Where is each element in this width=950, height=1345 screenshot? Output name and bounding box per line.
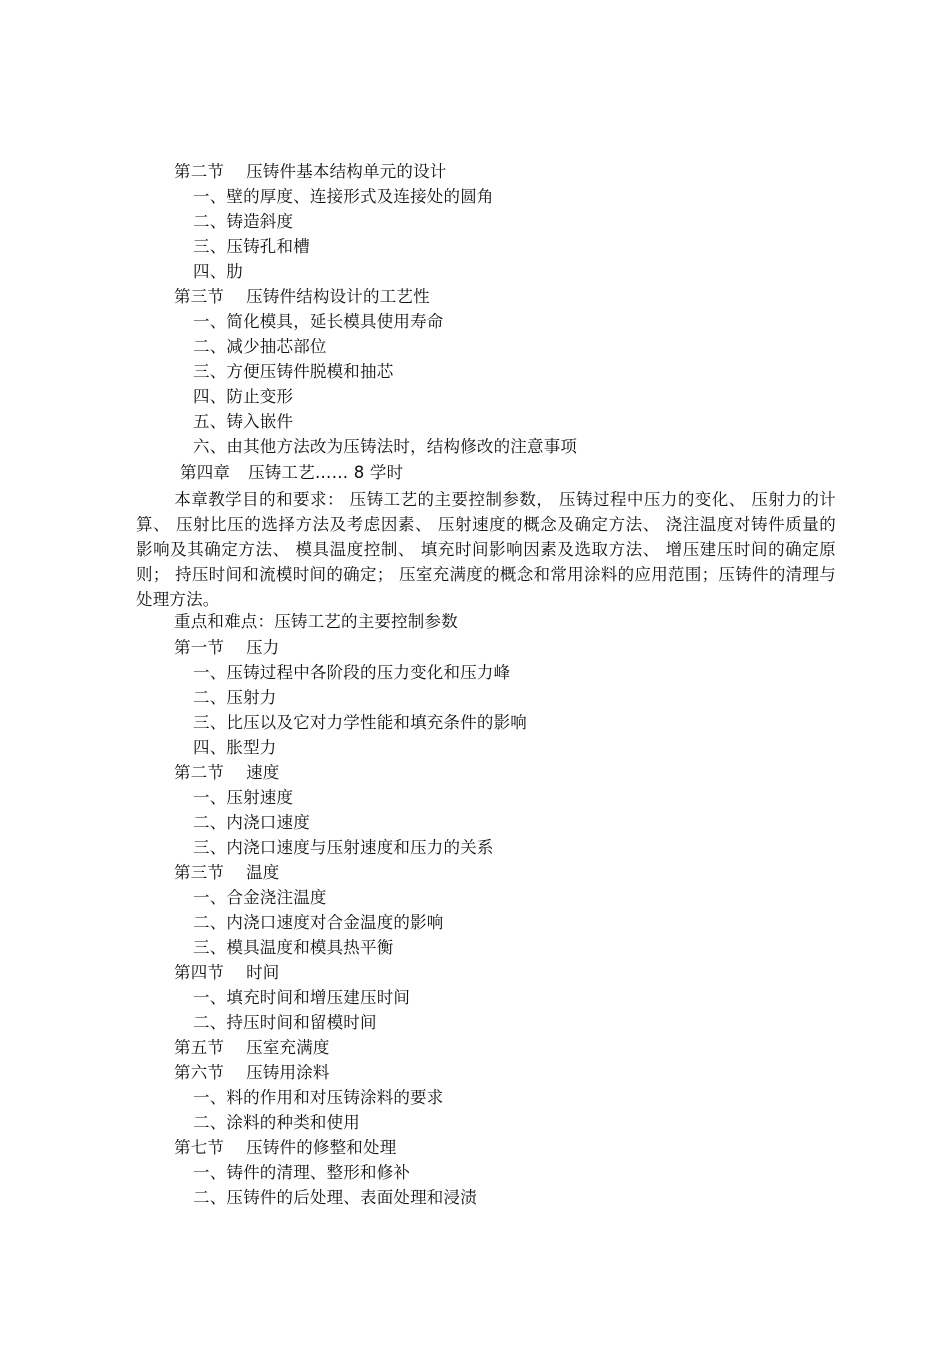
outline-item: 三、压铸孔和槽 [193,237,310,256]
section-number: 第二节 [174,162,225,181]
outline-item: 一、填充时间和增压建压时间 [193,988,411,1007]
chapter-heading [180,463,403,483]
chapter-number: 第四章 [180,463,231,482]
section-number: 第五节 [174,1038,225,1057]
outline-item: 二、内浇口速度 [193,813,310,832]
section-heading [174,763,280,783]
section-title: 时间 [246,963,280,982]
section-title: 压铸件结构设计的工艺性 [246,287,430,306]
section-title: 压铸用涂料 [246,1063,330,1082]
section-heading [174,287,430,307]
section-heading [174,1038,330,1058]
section-title: 压铸件基本结构单元的设计 [246,162,447,181]
outline-item: 三、模具温度和模具热平衡 [193,938,394,957]
section-heading [174,1138,396,1158]
section-number: 第二节 [174,763,225,782]
section-number: 第三节 [174,287,225,306]
objectives-text: 本章教学目的和要求： 压铸工艺的主要控制参数， 压铸过程中压力的变化、 压射力的计算、 压射比压的选择方法及考虑因素、 压射速度的概念及确定方法、 浇注温度对铸件质量的影响及其确定方法、 模具温度控制、 填充时间影响因素及选取方法、 增压建压时间的确定原则； 持压时间和流模时间的确定； 压室充满度的概念和常用涂料的应用范围；压铸件的清理与处理方法。 [136,490,836,609]
section-heading [174,863,280,883]
outline-item: 二、涂料的种类和使用 [193,1113,360,1132]
section-number: 第一节 [174,638,225,657]
section-number: 第三节 [174,863,225,882]
outline-item: 四、胀型力 [193,738,277,757]
section-number: 第七节 [174,1138,225,1157]
outline-item: 五、铸入嵌件 [193,412,294,431]
outline-item: 二、压铸件的后处理、表面处理和浸渍 [193,1188,477,1207]
section-title: 压室充满度 [246,1038,330,1057]
outline-item: 三、内浇口速度与压射速度和压力的关系 [193,838,494,857]
section-number: 第四节 [174,963,225,982]
outline-item: 一、壁的厚度、连接形式及连接处的圆角 [193,187,494,206]
outline-item: 二、铸造斜度 [193,212,294,231]
section-heading [174,963,280,983]
section-title: 压力 [246,638,280,657]
outline-item: 一、压射速度 [193,788,294,807]
chapter-title: 压铸工艺…… 8 学时 [248,463,404,482]
section-title: 压铸件的修整和处理 [246,1138,397,1157]
outline-item: 二、内浇口速度对合金温度的影响 [193,913,444,932]
outline-item: 六、由其他方法改为压铸法时，结构修改的注意事项 [193,437,578,456]
outline-item: 一、铸件的清理、整形和修补 [193,1163,411,1182]
outline-item: 一、简化模具，延长模具使用寿命 [193,312,444,331]
outline-item: 四、肋 [193,262,244,281]
outline-item: 二、压射力 [193,688,277,707]
objectives-paragraph [136,487,836,612]
section-heading [174,162,447,182]
outline-item: 一、料的作用和对压铸涂料的要求 [193,1088,444,1107]
outline-item: 三、比压以及它对力学性能和填充条件的影响 [193,713,527,732]
section-title: 温度 [246,863,280,882]
outline-item: 一、压铸过程中各阶段的压力变化和压力峰 [193,663,511,682]
section-title: 速度 [246,763,280,782]
section-number: 第六节 [174,1063,225,1082]
section-heading [174,1063,330,1083]
key-points: 重点和难点：压铸工艺的主要控制参数 [174,612,458,631]
outline-item: 一、合金浇注温度 [193,888,327,907]
outline-item: 二、减少抽芯部位 [193,337,327,356]
outline-item: 二、持压时间和留模时间 [193,1013,377,1032]
outline-item: 三、方便压铸件脱模和抽芯 [193,362,394,381]
section-heading [174,638,280,658]
outline-item: 四、防止变形 [193,387,294,406]
